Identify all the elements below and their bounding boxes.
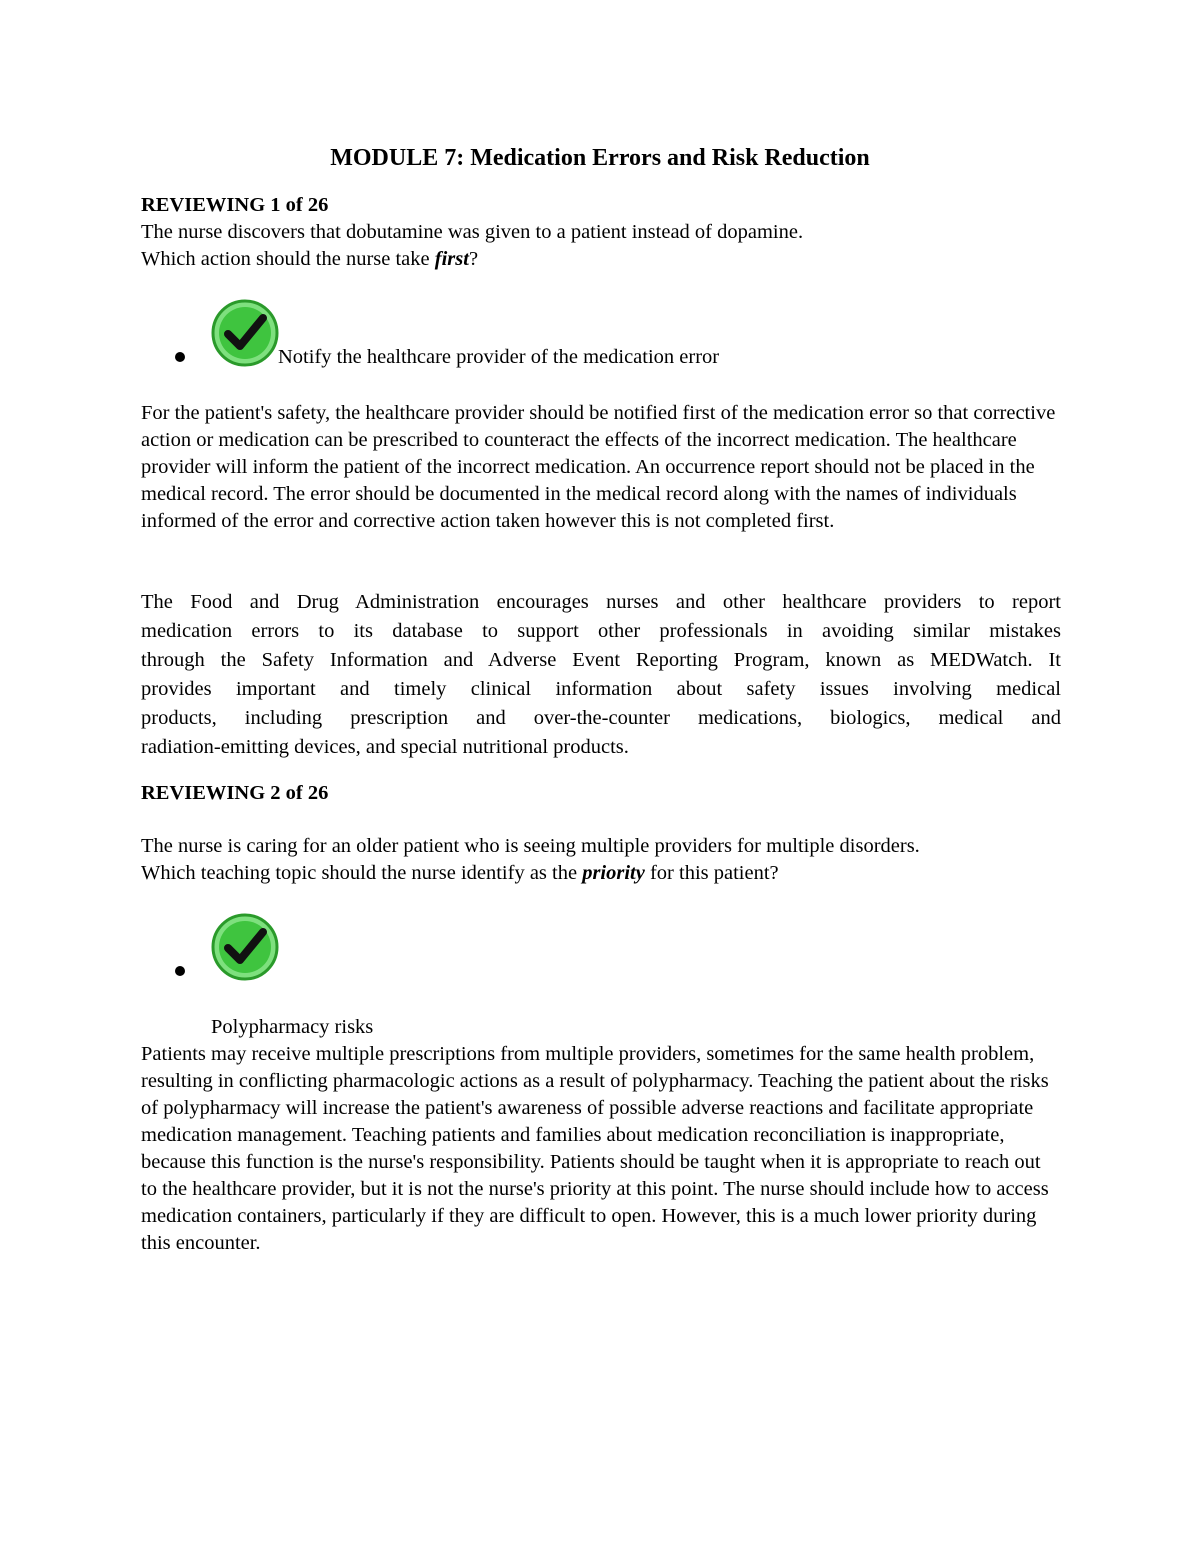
stem-text: for this patient? (644, 862, 779, 884)
question-1-stem-line-2 (141, 246, 1061, 273)
bullet (175, 966, 185, 976)
question-2 (141, 833, 1061, 887)
question-1 (141, 192, 1061, 273)
fda-line: products, including prescription and over-the-counter medications, biologics, medical and (141, 707, 1061, 729)
page-title: MODULE 7: Medication Errors and Risk Reduction (330, 145, 870, 171)
stem-text: Which teaching topic should the nurse identify as the (141, 862, 583, 884)
checkmark-circle-icon (210, 912, 280, 982)
fda-line: radiation-emitting devices, and special nutritional products. (141, 736, 629, 758)
fda-paragraph (141, 588, 1061, 762)
fda-line: through the Safety Information and Adverse Event Reporting Program, known as MEDWatch. It (141, 649, 1061, 671)
question-2-heading-block (141, 780, 1061, 807)
question-1-answer: Notify the healthcare provider of the medication error (278, 346, 720, 368)
fda-line: medication errors to its database to support other professionals in avoiding similar mistakes (141, 620, 1061, 642)
question-2-answer: Polypharmacy risks (211, 1016, 374, 1038)
question-2-rationale: Patients may receive multiple prescriptions from multiple providers, sometimes for the same health problem, resulting in conflicting pharmacologic actions as a result of polypharmacy. Teaching the patient about the risks of polypharmacy will increase the patient's awareness of possible adverse reactions and facilitate appropriate medication management. Teaching patients and families about medication reconciliation is inappropriate, because this function is the nurse's responsibility. Patients should be taught when it is appropriate to reach out to the healthcare provider, but it is not the nurse's priority at this point. The nurse should include how to access medication containers, particularly if they are difficult to open. However, this is a much lower priority during this encounter. (141, 1043, 1049, 1254)
bullet (175, 352, 185, 362)
fda-line: provides important and timely clinical information about safety issues involving medical (141, 678, 1061, 700)
question-1-heading: REVIEWING 1 of 26 (141, 194, 329, 216)
fda-line: The Food and Drug Administration encourages nurses and other healthcare providers to report (141, 591, 1061, 613)
emphasis-first: first (434, 248, 469, 270)
emphasis-priority: priority (582, 862, 645, 884)
question-1-rationale: For the patient's safety, the healthcare provider should be notified first of the medication error so that corrective action or medication can be prescribed to counteract the effects of the incorrect medication. The healthcare provider will inform the patient of the incorrect medication. An occurrence report should not be placed in the medical record. The error should be documented in the medical record along with the names of individuals informed of the error and corrective action taken however this is not completed first. (141, 402, 1056, 532)
question-2-heading: REVIEWING 2 of 26 (141, 782, 329, 804)
question-1-stem-line-1: The nurse discovers that dobutamine was given to a patient instead of dopamine. (141, 221, 804, 243)
stem-text: Which action should the nurse take (141, 248, 435, 270)
question-2-stem-line-1: The nurse is caring for an older patient who is seeing multiple providers for multiple disorders. (141, 835, 920, 857)
stem-text: ? (468, 248, 479, 270)
question-2-stem-line-2 (141, 860, 1061, 887)
checkmark-circle-icon (210, 298, 280, 368)
